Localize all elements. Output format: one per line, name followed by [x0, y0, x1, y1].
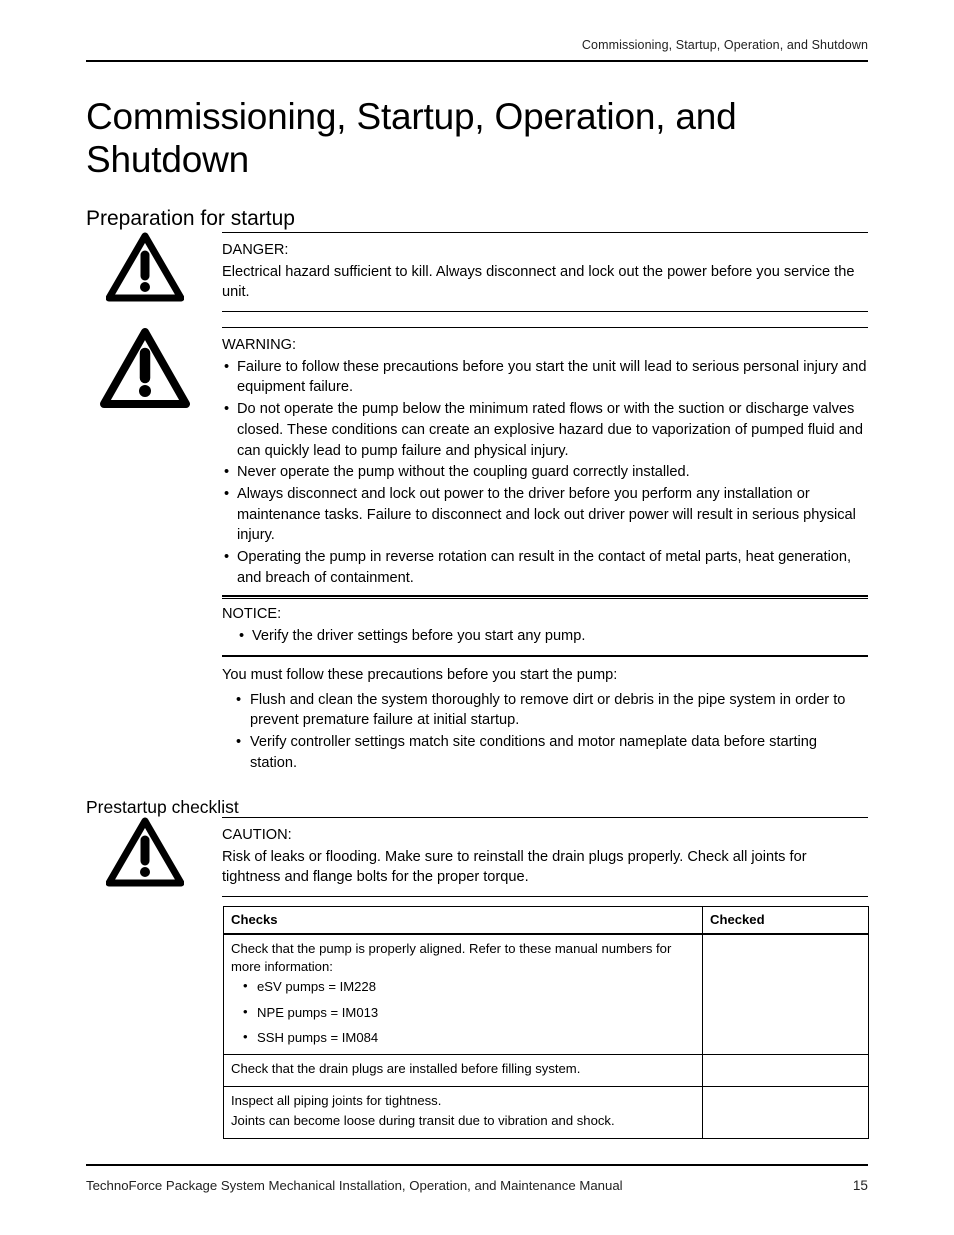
admonition-notice-body [222, 595, 868, 657]
cell-checks [224, 1055, 703, 1087]
footer-rule [86, 1164, 868, 1166]
list-item: • Verify the driver settings before you start any pump. [222, 626, 868, 647]
footer-page-number: 15 [852, 1178, 868, 1193]
admonition-caution-label: CAUTION: [222, 827, 292, 843]
list-item: • Do not operate the pump below the minimum rated flows or with the suction or discharge valves closed. These conditions can create an explosive hazard due to vaporization of pumped fluid and can quickly lead to pump failure and physical injury. [222, 399, 868, 461]
section-heading-prestartup: Prestartup checklist [86, 796, 239, 817]
list-item: • SSH pumps = IM084 [231, 1029, 695, 1046]
list-item: • Verify controller settings match site conditions and motor nameplate data before starting station. [222, 732, 868, 773]
cell-checked[interactable] [703, 934, 869, 1055]
admonition-notice-label: NOTICE: [222, 606, 282, 622]
list-item: • NPE pumps = IM013 [231, 1004, 695, 1021]
warning-triangle-icon [86, 817, 204, 887]
table-header-row [224, 907, 869, 935]
admonition-danger-label: DANGER: [222, 242, 289, 258]
admonition-notice-list [222, 626, 868, 647]
warning-triangle-icon [86, 232, 204, 302]
warning-triangle-icon [86, 327, 204, 409]
admonition-warning-body [222, 327, 868, 599]
admonition-caution [86, 817, 868, 897]
cell-checked[interactable] [703, 1055, 869, 1087]
admonition-notice [86, 595, 868, 657]
cell-lead-text: Check that the pump is properly aligned. Refer to these manual numbers for more information: [231, 941, 672, 974]
admonition-danger-body [222, 232, 868, 312]
precautions-list [222, 690, 868, 774]
section-heading-preparation: Preparation for startup [86, 207, 295, 231]
precautions-block [222, 665, 868, 775]
table-row [224, 934, 869, 1055]
admonition-warning-label: WARNING: [222, 337, 297, 353]
prestartup-checklist-table [223, 906, 868, 1139]
page-footer [86, 1178, 868, 1193]
list-item: • Never operate the pump without the coupling guard correctly installed. [222, 462, 868, 483]
column-header-checked: Checked [703, 907, 869, 935]
page-title: Commissioning, Startup, Operation, and Shutdown [86, 95, 737, 181]
admonition-danger [86, 232, 868, 312]
admonition-caution-text: Risk of leaks or flooding. Make sure to reinstall the drain plugs properly. Check all joints for tightness and flange bolts for the proper torque. [222, 848, 807, 886]
column-header-checks: Checks [224, 907, 703, 935]
admonition-caution-body [222, 817, 868, 897]
cell-secondary-text: Joints can become loose during transit due to vibration and shock. [231, 1112, 615, 1128]
header-rule [86, 60, 868, 62]
precautions-intro: You must follow these precautions before you start the pump: [222, 667, 618, 683]
table-row [224, 1055, 869, 1087]
list-item: • eSV pumps = IM228 [231, 978, 695, 995]
cell-lead-text: Check that the drain plugs are installed before filling system. [231, 1061, 581, 1077]
cell-bullet-list [231, 978, 695, 1046]
running-header: Commissioning, Startup, Operation, and Shutdown [581, 38, 868, 52]
list-item: • Operating the pump in reverse rotation can result in the contact of metal parts, heat generation, and breach of containment. [222, 547, 868, 588]
table-row [224, 1087, 869, 1139]
footer-manual-title: TechnoForce Package System Mechanical Installation, Operation, and Maintenance Manual [86, 1178, 623, 1193]
list-item: • Always disconnect and lock out power to the driver before you perform any installation or maintenance tasks. Failure to disconnect and lock out driver power will result in serious physical injury. [222, 484, 868, 546]
list-item: • Failure to follow these precautions before you start the unit will lead to serious personal injury and equipment failure. [222, 357, 868, 398]
admonition-warning-list [222, 357, 868, 589]
admonition-warning [86, 327, 868, 599]
cell-checks [224, 934, 703, 1055]
cell-lead-text: Inspect all piping joints for tightness. [231, 1093, 442, 1109]
cell-checked[interactable] [703, 1087, 869, 1139]
list-item: • Flush and clean the system thoroughly to remove dirt or debris in the pipe system in order to prevent premature failure at initial startup. [222, 690, 868, 731]
cell-checks [224, 1087, 703, 1139]
admonition-danger-text: Electrical hazard sufficient to kill. Always disconnect and lock out the power before you service the unit. [222, 263, 855, 301]
